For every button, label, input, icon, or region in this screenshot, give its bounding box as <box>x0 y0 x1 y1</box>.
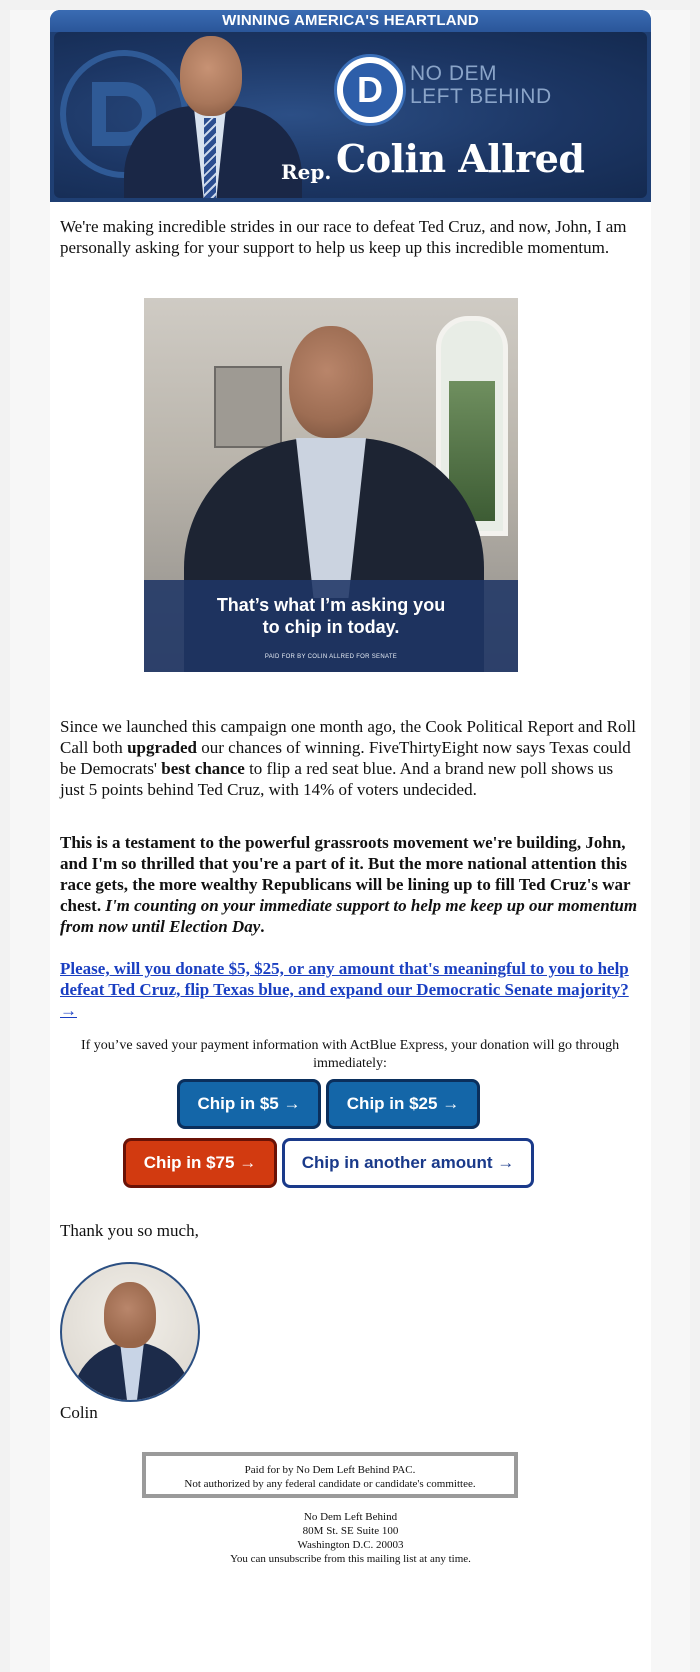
hero-caption: That’s what I’m asking you to chip in today. <box>216 595 446 637</box>
chip-75-button[interactable]: Chip in $75 → <box>123 1138 277 1188</box>
logo-text <box>410 62 610 108</box>
intro-paragraph <box>60 216 640 258</box>
chip-25-button[interactable]: Chip in $25 → <box>326 1079 480 1129</box>
logo-icon <box>334 54 406 126</box>
header-banner <box>50 10 651 202</box>
hero-portrait-head <box>289 326 373 438</box>
logo-letter: D <box>343 63 397 117</box>
footer-unsubscribe[interactable]: You can unsubscribe from this mailing list at any time. <box>230 1553 471 1565</box>
email-body <box>50 10 651 1672</box>
thanks-line: Thank you so much, <box>60 1221 199 1240</box>
chip-5-button[interactable]: Chip in $5 → <box>177 1079 321 1129</box>
logo-line-2: LEFT BEHIND <box>410 85 552 108</box>
page-margin-right <box>651 10 690 1672</box>
launch-paragraph: Since we launched this campaign one month ago, the Cook Political Report and Roll Call both upgraded our chances of winning. FiveThirtyEight now says Texas could be Democrats' best chance to flip a red seat blue. And a brand new poll shows us just 5 points behind Ted Cruz, with 14% of voters undecided. <box>60 717 636 799</box>
donate-link-block <box>60 958 640 1021</box>
chip-other-amount-button[interactable]: Chip in another amount → <box>282 1138 534 1188</box>
not-authorized-text: Not authorized by any federal candidate or candidate's committee. <box>184 1478 476 1490</box>
paid-for-text: Paid for by No Dem Left Behind PAC. <box>244 1464 416 1476</box>
rep-name: Colin Allred <box>336 136 585 181</box>
page-margin-left <box>10 10 50 1672</box>
logo-line-1: NO DEM <box>410 62 497 85</box>
banner-portrait-head <box>180 36 242 116</box>
hero-image[interactable] <box>144 298 518 672</box>
donate-link[interactable]: Please, will you donate $5, $25, or any amount that's meaningful to you to help defeat Ted Cruz, flip Texas blue, and expand our Democratic Senate majority? → <box>60 959 629 1020</box>
intro-text: We're making incredible strides in our race to defeat Ted Cruz, and now, John, I am personally asking for your support to help us keep up this incredible momentum. <box>60 217 627 257</box>
footer-address <box>50 1510 651 1566</box>
signature-name: Colin <box>60 1403 98 1422</box>
footer-org: No Dem Left Behind <box>303 1511 398 1523</box>
rep-prefix: Rep. <box>281 160 332 184</box>
testament-paragraph: This is a testament to the powerful grassroots movement we're building, John, and I'm so thrilled that you're a part of it. But the more national attention this race gets, the more wealthy Republicans will be lining up to fill Ted Cruz's war chest. I'm counting on your immediate support to help me keep up our momentum from now until Election Day. <box>60 833 638 936</box>
hero-paid-by: PAID FOR BY COLIN ALLRED FOR SENATE <box>264 654 398 660</box>
disclaimer-box <box>142 1452 518 1498</box>
banner-tagline: WINNING AMERICA'S HEARTLAND <box>50 10 651 32</box>
actblue-note: If you’ve saved your payment information with ActBlue Express, your donation will go through immediately: <box>80 1038 620 1071</box>
footer-street: 80M St. SE Suite 100 <box>302 1525 399 1537</box>
footer-city: Washington D.C. 20003 <box>297 1539 404 1551</box>
banner-image <box>54 32 647 198</box>
avatar <box>60 1262 200 1402</box>
